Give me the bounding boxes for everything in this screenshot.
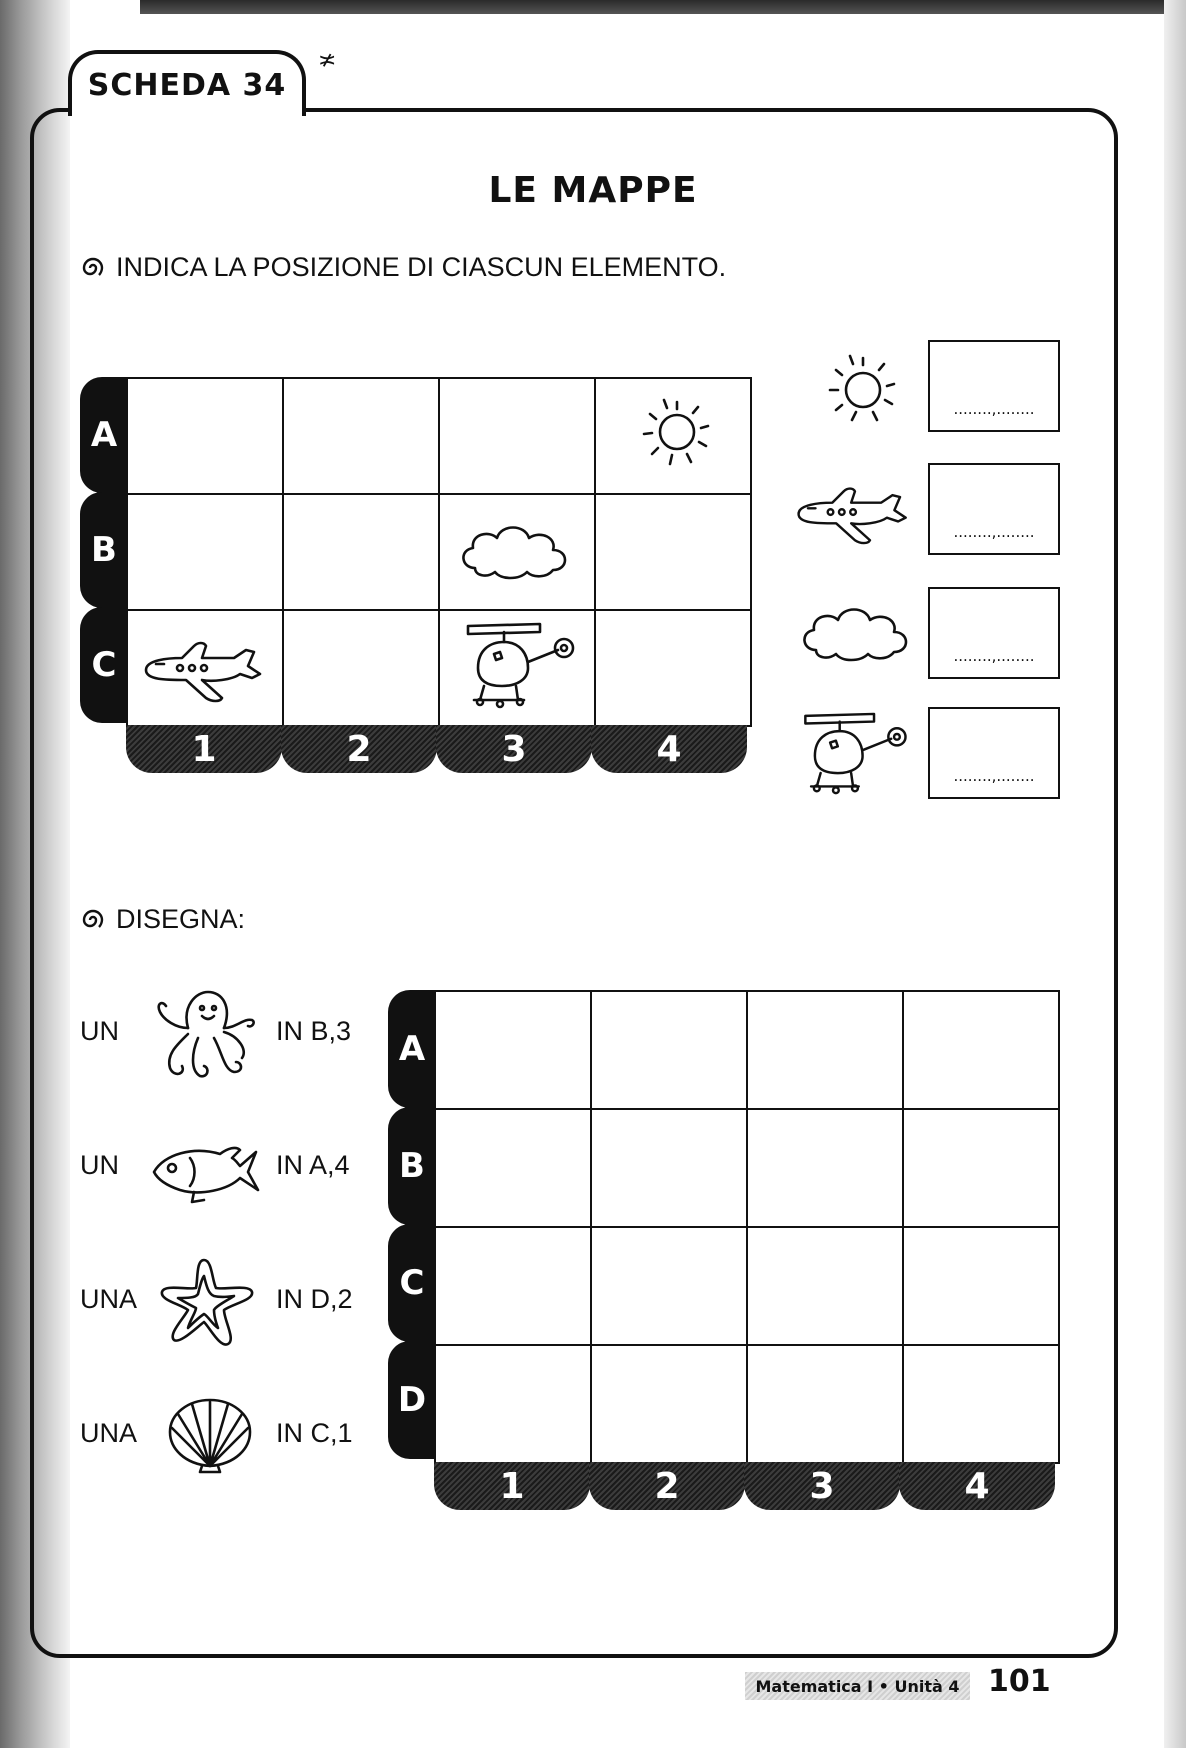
grid-1-col-label: 1	[126, 725, 282, 773]
grid-2-col-label: 1	[434, 1462, 590, 1510]
tab-mark: ≭	[318, 48, 337, 73]
grid-1-col-label: 2	[281, 725, 437, 773]
grid-2-cell-d2[interactable]	[591, 1345, 747, 1463]
grid-1-row-label: C	[80, 607, 128, 723]
instruction-2-text: DISEGNA:	[116, 904, 246, 934]
answer-sun-icon	[822, 350, 904, 428]
grid-2-cell-b3[interactable]	[747, 1109, 903, 1227]
grid-2-cell-d1[interactable]	[435, 1345, 591, 1463]
grid-2-cell-a2[interactable]	[591, 991, 747, 1109]
grid-2-row-label: A	[388, 990, 436, 1108]
answer-cloud-icon	[796, 600, 912, 662]
grid-1-cell-b4[interactable]	[595, 494, 751, 610]
grid-1-col-label: 4	[591, 725, 747, 773]
grid-2-cell-c3[interactable]	[747, 1227, 903, 1345]
page-number: 101	[988, 1664, 1051, 1699]
grid-2-cell-b4[interactable]	[903, 1109, 1059, 1227]
answer-box-helicopter[interactable]	[928, 707, 1060, 799]
grid-1-cell-b1[interactable]	[127, 494, 283, 610]
instruction-2	[80, 904, 245, 935]
draw-article: UNA	[80, 1418, 138, 1448]
answer-placeholder: ........,........	[953, 400, 1035, 418]
draw-position: IN D,2	[276, 1284, 353, 1314]
draw-position: IN B,3	[276, 1016, 352, 1046]
answer-box-cloud[interactable]	[928, 587, 1060, 679]
spiral-icon	[80, 907, 106, 933]
grid-1-col-label: 3	[436, 725, 592, 773]
grid-2	[434, 990, 1060, 1464]
scheda-label: SCHEDA 34	[87, 67, 287, 103]
spiral-icon	[80, 255, 106, 281]
grid-1-cell-b2[interactable]	[283, 494, 439, 610]
answer-placeholder: ........,........	[953, 767, 1035, 785]
scheda-tab	[68, 50, 306, 116]
draw-article: UNA	[80, 1284, 138, 1314]
draw-position: IN C,1	[276, 1418, 353, 1448]
answer-box-airplane[interactable]	[928, 463, 1060, 555]
answer-placeholder: ........,........	[953, 523, 1035, 541]
grid-2-cell-c2[interactable]	[591, 1227, 747, 1345]
answer-box-sun[interactable]	[928, 340, 1060, 432]
page-edge	[1164, 0, 1186, 1748]
grid-2-cell-a1[interactable]	[435, 991, 591, 1109]
instruction-1	[80, 252, 726, 283]
draw-article: UN	[80, 1016, 119, 1046]
grid-2-cell-a3[interactable]	[747, 991, 903, 1109]
grid-2-row-label: D	[388, 1341, 436, 1459]
draw-article: UN	[80, 1150, 119, 1180]
grid-2-cell-c4[interactable]	[903, 1227, 1059, 1345]
answer-airplane-icon	[794, 482, 914, 544]
grid-2-row-label: B	[388, 1107, 436, 1225]
grid-2-cell-a4[interactable]	[903, 991, 1059, 1109]
grid-2-cell-d4[interactable]	[903, 1345, 1059, 1463]
instruction-1-text: INDICA LA POSIZIONE DI CIASCUN ELEMENTO.	[116, 252, 727, 282]
grid-1-cell-c4[interactable]	[595, 610, 751, 726]
airplane-icon	[142, 636, 268, 702]
grid-2-cell-b2[interactable]	[591, 1109, 747, 1227]
page-title: LE MAPPE	[488, 170, 698, 211]
shell-icon	[164, 1394, 256, 1474]
grid-1-row-label: B	[80, 492, 128, 608]
starfish-icon	[158, 1256, 256, 1348]
grid-2-cell-c1[interactable]	[435, 1227, 591, 1345]
grid-1-row-label: A	[80, 377, 128, 493]
grid-1-cell-a2[interactable]	[283, 378, 439, 494]
grid-2-cell-b1[interactable]	[435, 1109, 591, 1227]
fish-icon	[150, 1138, 262, 1204]
grid-2-col-label: 2	[589, 1462, 745, 1510]
answer-helicopter-icon	[792, 710, 916, 798]
draw-position: IN A,4	[276, 1150, 350, 1180]
grid-2-col-label: 3	[744, 1462, 900, 1510]
answer-placeholder: ........,........	[953, 647, 1035, 665]
grid-2-row-label: C	[388, 1224, 436, 1342]
grid-1-cell-a1[interactable]	[127, 378, 283, 494]
footer-label: Matematica I • Unità 4	[745, 1672, 970, 1700]
helicopter-icon	[454, 620, 584, 712]
grid-2-col-label: 4	[899, 1462, 1055, 1510]
cloud-icon	[455, 518, 571, 580]
grid-1-cell-a3[interactable]	[439, 378, 595, 494]
scan-edge	[140, 0, 1186, 14]
sun-icon	[636, 396, 718, 468]
grid-2-cell-d3[interactable]	[747, 1345, 903, 1463]
octopus-icon	[152, 988, 258, 1084]
grid-1-cell-c2[interactable]	[283, 610, 439, 726]
